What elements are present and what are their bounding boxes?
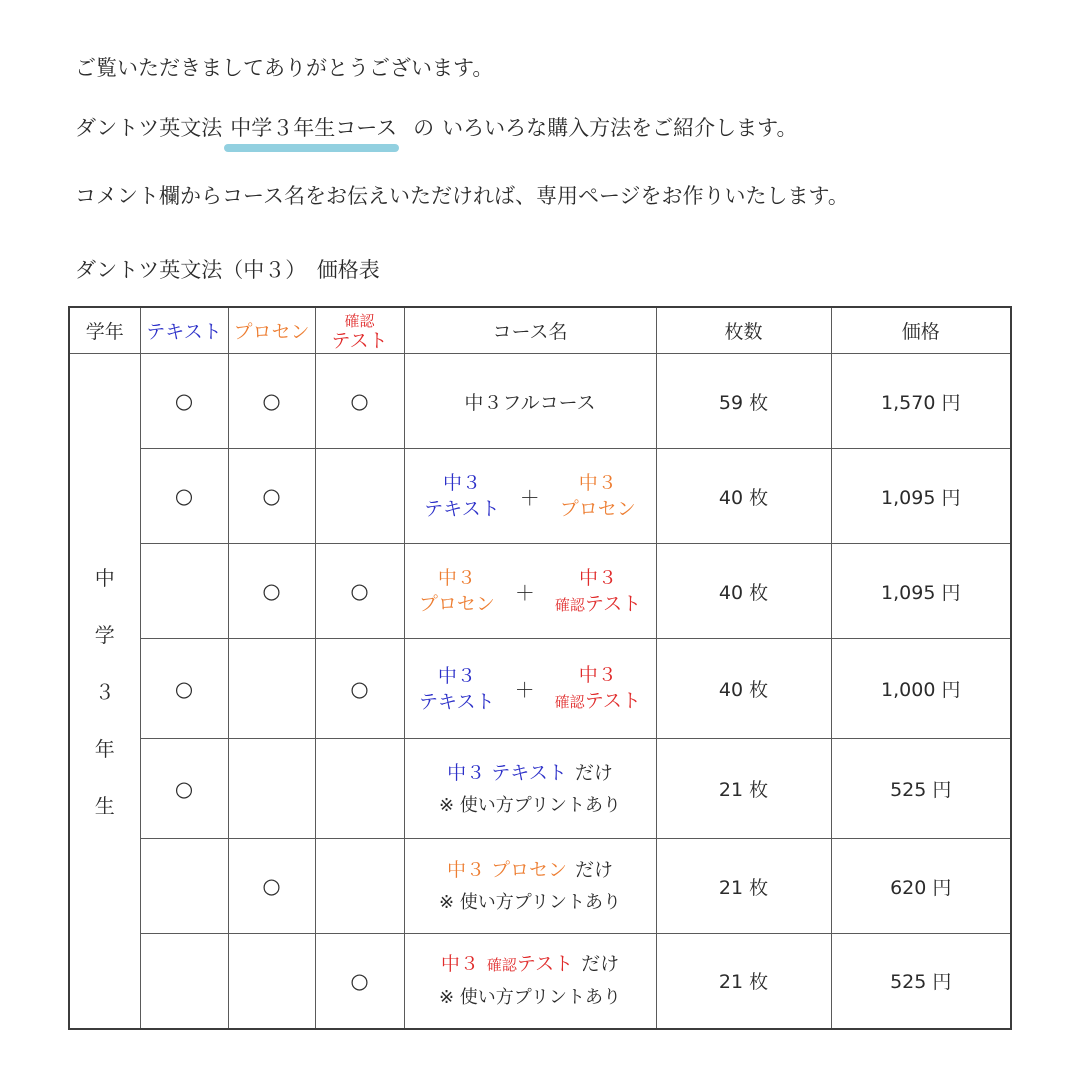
table-row [69, 354, 1011, 449]
course-intro-prefix: ダントツ英文法 [75, 116, 223, 140]
course-part-line: プロセン [418, 593, 495, 615]
course-part-line: 中３ [437, 664, 476, 687]
prosen-mark-cell [228, 639, 315, 739]
kakunin-mark-cell [315, 839, 404, 934]
course-main-label: 中３ プロセン [446, 859, 568, 881]
grade-cell [69, 354, 140, 1029]
text-mark-cell [140, 839, 228, 934]
text-mark-cell: ○ [140, 739, 228, 839]
kakunin-mark-cell: ○ [315, 934, 404, 1029]
header-row [69, 307, 1011, 354]
course-part-prosen [419, 565, 495, 617]
table-row [69, 449, 1011, 544]
course-name-cell [404, 449, 656, 544]
kakunin-small-label: 確認 [554, 693, 585, 711]
table-row [69, 639, 1011, 739]
prosen-mark-cell: ○ [228, 839, 315, 934]
course-part-kakunin [555, 565, 641, 618]
plus-sign: ＋ [514, 678, 535, 702]
usage-note: ※ 使い方プリントあり [438, 794, 622, 816]
usage-note: ※ 使い方プリントあり [438, 987, 622, 1009]
sheet-count-cell: 40 枚 [656, 639, 831, 739]
price-cell: 525 円 [831, 739, 1011, 839]
grade-char: 中 [94, 566, 115, 591]
course-intro-suffix: いろいろな購入方法をご紹介します。 [442, 116, 798, 140]
grade-char: 生 [94, 794, 115, 819]
course-part-line: 中３ [442, 472, 481, 494]
sheet-count-cell: 40 枚 [656, 544, 831, 639]
course-combo [405, 662, 656, 715]
text-mark-cell [140, 934, 228, 1029]
course-only [405, 952, 656, 1009]
course-part-prosen [560, 470, 636, 522]
price-cell: 525 円 [831, 934, 1011, 1029]
course-part-line: 中３ [579, 566, 618, 589]
course-intro-text [75, 116, 1080, 140]
course-only-title [405, 761, 656, 785]
header-course-name: コース名 [404, 307, 656, 354]
course-part-line: テキスト [424, 498, 500, 520]
course-part-text [419, 663, 495, 715]
course-part-line: 中３ [437, 567, 476, 589]
test-label: テスト [584, 690, 641, 712]
header-sheet-count: 枚数 [656, 307, 831, 354]
plus-sign: ＋ [514, 580, 535, 605]
course-combo [405, 565, 656, 618]
course-part-line: テキスト [419, 690, 495, 713]
price-table [68, 306, 1012, 1030]
grade-char: ３ [94, 680, 115, 705]
kakunin-small-label: 確認 [554, 595, 585, 614]
course-only-title [405, 952, 656, 977]
course-only-title [405, 858, 656, 882]
course-only [405, 858, 656, 914]
header-prosen: プロセン [228, 307, 315, 354]
test-label: テスト [584, 592, 642, 615]
course-part-line: 中３ [578, 664, 617, 686]
price-cell: 1,095 円 [831, 449, 1011, 544]
course-name-cell [404, 739, 656, 839]
course-name-cell [404, 544, 656, 639]
course-part-kakunin [555, 662, 641, 715]
comment-instruction-text: コメント欄からコース名をお伝えいただければ、専用ページをお作りいたします。 [75, 184, 849, 208]
course-part-line: プロセン [559, 498, 636, 520]
header-text: テキスト [140, 307, 228, 354]
course-name-cell [404, 639, 656, 739]
kakunin-mark-cell [315, 449, 404, 544]
kakunin-small-label: 確認テスト [486, 953, 574, 976]
sheet-count-cell: 21 枚 [656, 839, 831, 934]
sheet-count-cell: 21 枚 [656, 934, 831, 1029]
table-row [69, 839, 1011, 934]
course-main-label: 中３ [440, 953, 479, 976]
course-intro-particle: の [413, 116, 435, 140]
prosen-mark-cell [228, 739, 315, 839]
sheet-count-cell: 59 枚 [656, 354, 831, 449]
kakunin-mark-cell: ○ [315, 544, 404, 639]
kakunin-mark-cell: ○ [315, 639, 404, 739]
usage-note: ※ 使い方プリントあり [438, 892, 622, 913]
course-name-cell [404, 934, 656, 1029]
course-part-text [424, 470, 500, 522]
price-cell: 1,095 円 [831, 544, 1011, 639]
sheet-count-cell: 40 枚 [656, 449, 831, 544]
text-mark-cell: ○ [140, 639, 228, 739]
course-name-highlighted: 中学３年生コース [230, 116, 398, 140]
grade-char: 年 [94, 737, 115, 762]
header-price: 価格 [831, 307, 1011, 354]
price-cell: 1,000 円 [831, 639, 1011, 739]
test-label: テスト [516, 953, 574, 976]
prosen-mark-cell: ○ [228, 449, 315, 544]
header-kakunin-line2: テスト [331, 329, 388, 352]
course-name-cell [404, 839, 656, 934]
sheet-count-cell: 21 枚 [656, 739, 831, 839]
plus-sign: ＋ [519, 485, 540, 510]
grade-char: 学 [94, 623, 115, 648]
text-mark-cell: ○ [140, 354, 228, 449]
text-mark-cell: ○ [140, 449, 228, 544]
course-full-label: 中３フルコース [464, 391, 596, 414]
price-cell: 1,570 円 [831, 354, 1011, 449]
course-part-line [555, 591, 641, 618]
only-suffix: だけ [574, 761, 613, 784]
header-kakunin-test [315, 307, 404, 354]
greeting-text: ご覧いただきましてありがとうございます。 [75, 56, 494, 80]
only-suffix: だけ [575, 859, 614, 881]
course-part-line: 中３ [578, 472, 617, 494]
kakunin-mark-cell: ○ [315, 354, 404, 449]
text-mark-cell [140, 544, 228, 639]
course-main-label: 中３ テキスト [447, 761, 567, 784]
prosen-mark-cell: ○ [228, 544, 315, 639]
table-row [69, 934, 1011, 1029]
prosen-mark-cell [228, 934, 315, 1029]
price-table-title: ダントツ英文法（中３） 価格表 [75, 258, 380, 282]
header-grade: 学年 [69, 307, 140, 354]
price-cell: 620 円 [831, 839, 1011, 934]
course-part-line [555, 688, 641, 715]
table-row [69, 544, 1011, 639]
kakunin-mark-cell [315, 739, 404, 839]
course-only [405, 761, 656, 817]
prosen-mark-cell: ○ [228, 354, 315, 449]
grade-vertical-label [70, 562, 140, 819]
course-name-cell [404, 354, 656, 449]
course-combo [405, 470, 656, 522]
header-kakunin-line1: 確認 [344, 311, 375, 330]
table-row [69, 739, 1011, 839]
only-suffix: だけ [581, 953, 620, 976]
